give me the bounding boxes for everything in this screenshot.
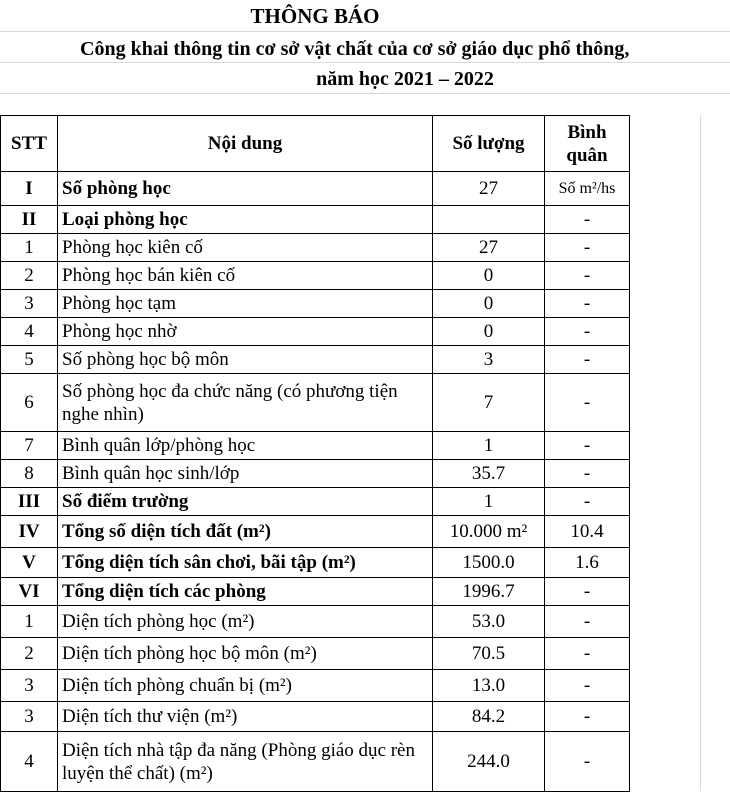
row-content: Phòng học nhờ [58,318,433,346]
row-average: - [545,638,630,670]
notice-subtitle-line1: Công khai thông tin cơ sở vật chất của cơ sở giáo dục phổ thông, [80,38,630,60]
row-content: Diện tích thư viện (m²) [58,702,433,732]
row-stt: 1 [1,606,58,638]
row-quantity: 27 [433,172,545,206]
table-row [1,290,630,318]
row-quantity: 53.0 [433,606,545,638]
row-quantity: 7 [433,374,545,432]
sheet-gridline [700,115,701,791]
col-header-stt: STT [1,116,58,172]
row-stt: 8 [1,460,58,488]
table-row [1,262,630,290]
row-stt: 4 [1,732,58,792]
row-stt: VI [1,578,58,606]
row-stt: I [1,172,58,206]
row-average: - [545,702,630,732]
row-stt: 4 [1,318,58,346]
table-header-row [1,116,630,172]
table-row [1,432,630,460]
row-content: Tổng diện tích sân chơi, bãi tập (m²) [58,548,433,578]
row-content: Tổng số diện tích đất (m²) [58,516,433,548]
row-average: - [545,606,630,638]
row-content: Phòng học bán kiên cố [58,262,433,290]
row-content: Phòng học tạm [58,290,433,318]
table-row [1,318,630,346]
row-content: Tổng diện tích các phòng [58,578,433,606]
table-row [1,638,630,670]
col-header-content: Nội dung [58,116,433,172]
row-stt: II [1,206,58,234]
row-average: - [545,432,630,460]
sheet-gridline [0,31,730,32]
row-stt: 1 [1,234,58,262]
table-row [1,516,630,548]
row-average: - [545,488,630,516]
row-content: Loại phòng học [58,206,433,234]
row-stt: 7 [1,432,58,460]
row-average: - [545,206,630,234]
row-average: 10.4 [545,516,630,548]
row-quantity: 13.0 [433,670,545,702]
row-content: Diện tích phòng học bộ môn (m²) [58,638,433,670]
notice-title: THÔNG BÁO [250,4,380,28]
table-row [1,488,630,516]
row-stt: 3 [1,290,58,318]
row-stt: 2 [1,262,58,290]
row-content: Diện tích nhà tập đa năng (Phòng giáo dục rèn luyện thể chất) (m²) [58,732,433,792]
row-quantity [433,206,545,234]
row-stt: 5 [1,346,58,374]
col-header-qty: Số lượng [433,116,545,172]
row-average: 1.6 [545,548,630,578]
table-row [1,732,630,792]
row-quantity: 0 [433,262,545,290]
row-content: Số phòng học bộ môn [58,346,433,374]
table-row [1,702,630,732]
row-average: - [545,578,630,606]
row-content: Phòng học kiên cố [58,234,433,262]
row-stt: III [1,488,58,516]
table-row [1,460,630,488]
row-average: - [545,318,630,346]
row-content: Diện tích phòng chuẩn bị (m²) [58,670,433,702]
table-row [1,578,630,606]
row-quantity: 70.5 [433,638,545,670]
row-quantity: 1500.0 [433,548,545,578]
facility-table [0,115,630,792]
table-row [1,374,630,432]
table-row [1,548,630,578]
row-average: - [545,374,630,432]
row-average: - [545,346,630,374]
row-average: Số m²/hs [545,172,630,206]
row-stt: 3 [1,702,58,732]
row-stt: 3 [1,670,58,702]
sheet-gridline [0,62,730,63]
sheet-gridline [0,93,730,94]
row-content: Số phòng học đa chức năng (có phương tiện nghe nhìn) [58,374,433,432]
row-quantity: 27 [433,234,545,262]
row-average: - [545,732,630,792]
row-quantity: 10.000 m² [433,516,545,548]
table-row [1,670,630,702]
row-average: - [545,262,630,290]
row-stt: 6 [1,374,58,432]
row-stt: 2 [1,638,58,670]
row-quantity: 84.2 [433,702,545,732]
row-content: Số điểm trường [58,488,433,516]
row-quantity: 0 [433,318,545,346]
row-content: Bình quân học sinh/lớp [58,460,433,488]
row-quantity: 35.7 [433,460,545,488]
row-quantity: 1 [433,432,545,460]
table-row [1,346,630,374]
row-quantity: 1 [433,488,545,516]
table-row [1,172,630,206]
row-quantity: 1996.7 [433,578,545,606]
row-stt: V [1,548,58,578]
table-row [1,606,630,638]
row-quantity: 244.0 [433,732,545,792]
row-stt: IV [1,516,58,548]
col-header-avg-text: Bình quân [566,121,608,166]
notice-subtitle-line2: năm học 2021 – 2022 [316,68,494,90]
row-content: Số phòng học [58,172,433,206]
table-row [1,234,630,262]
row-average: - [545,234,630,262]
col-header-avg [545,116,630,172]
row-average: - [545,460,630,488]
row-quantity: 3 [433,346,545,374]
row-average: - [545,290,630,318]
row-quantity: 0 [433,290,545,318]
row-average: - [545,670,630,702]
table-row [1,206,630,234]
row-content: Bình quân lớp/phòng học [58,432,433,460]
row-content: Diện tích phòng học (m²) [58,606,433,638]
